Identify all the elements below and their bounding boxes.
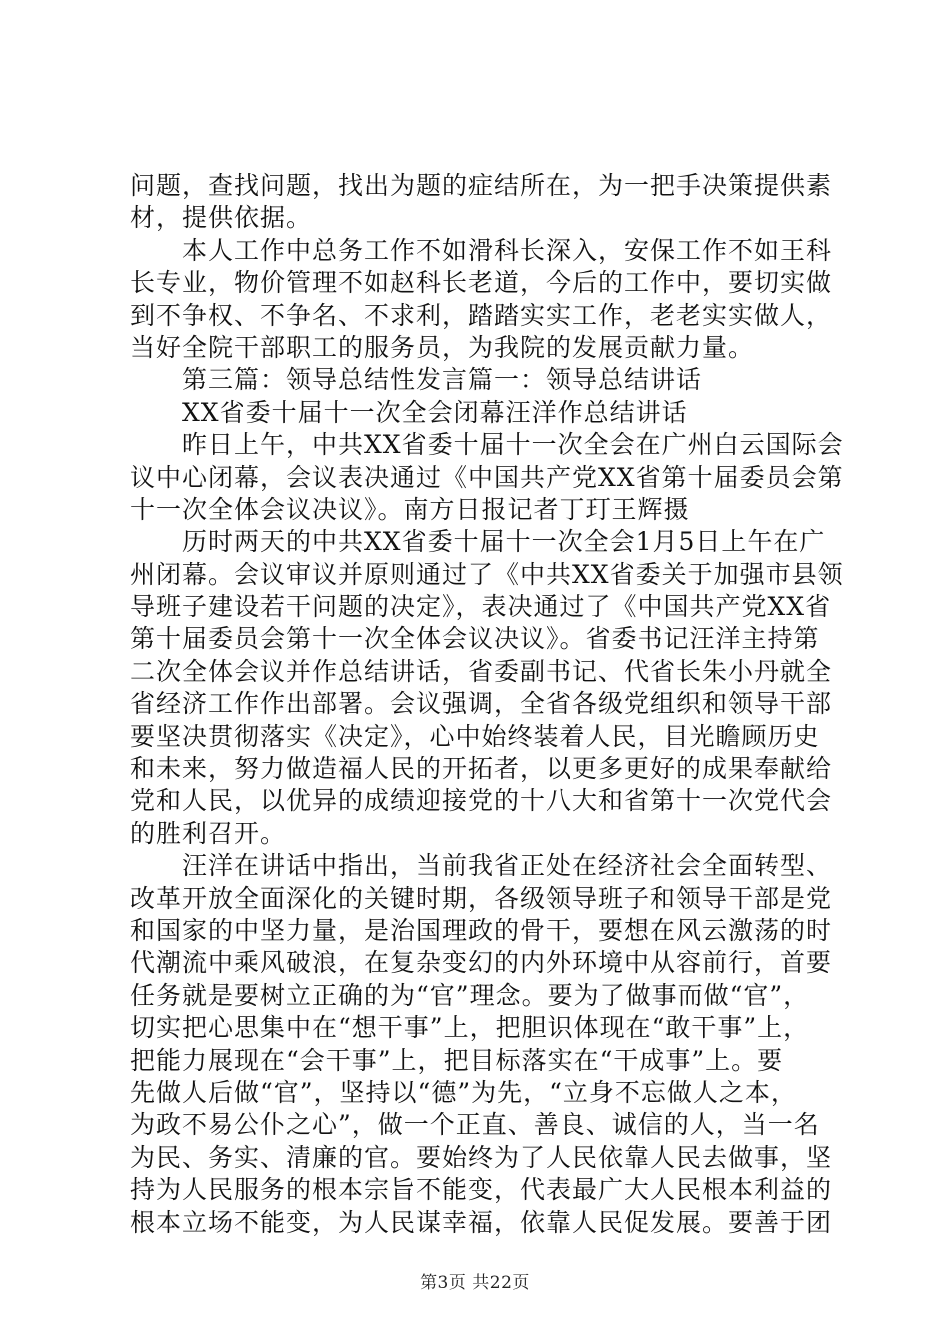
text-line: 第十届委员会第十一次全体会议决议》。省委书记汪洋主持第 — [130, 624, 820, 654]
text-line: 二次全体会议并作总结讲话，省委副书记、代省长朱小丹就全 — [130, 656, 833, 686]
article-title: XX省委十届十一次全会闭幕汪洋作总结讲话 — [182, 397, 688, 427]
text-line: 要坚决贯彻落实《决定》，心中始终装着人民，目光瞻顾历史 — [130, 721, 820, 751]
text-line: 根本立场不能变，为人民谋幸福，依靠人民促发展。要善于团 — [130, 1207, 833, 1237]
text-line: 切实把心思集中在“想干事”上，把胆识体现在“敢干事”上， — [130, 1013, 810, 1043]
text-line: 和国家的中坚力量，是治国理政的骨干，要想在风云激荡的时 — [130, 915, 833, 945]
text-line: 党和人民，以优异的成绩迎接党的十八大和省第十一次党代会 — [130, 786, 833, 816]
text-line: 当好全院干部职工的服务员，为我院的发展贡献力量。 — [130, 332, 755, 362]
text-line: 省经济工作作出部署。会议强调，全省各级党组织和领导干部 — [130, 689, 833, 719]
text-line: 长专业，物价管理不如赵科长老道，今后的工作中，要切实做 — [130, 268, 833, 298]
text-line: 历时两天的中共XX省委十届十一次全会1月5日上午在广 — [182, 527, 826, 557]
text-line: 持为人民服务的根本宗旨不能变，代表最广大人民根本利益的 — [130, 1175, 833, 1205]
page-number: 第3页 共22页 — [420, 1273, 530, 1293]
body-text — [130, 170, 844, 1239]
text-line: 州闭幕。会议审议并原则通过了《中共XX省委关于加强市县领 — [130, 559, 844, 589]
section-heading: 第三篇：领导总结性发言篇一：领导总结讲话 — [182, 365, 703, 395]
text-line: 任务就是要树立正确的为“官”理念。要为了做事而做“官”， — [130, 980, 810, 1010]
text-line: 到不争权、不争名、不求利，踏踏实实工作，老老实实做人， — [130, 300, 833, 330]
text-line: 为政不易公仆之心”，做一个正直、善良、诚信的人，当一名 — [130, 1110, 820, 1140]
text-line: 议中心闭幕，会议表决通过《中国共产党XX省第十届委员会第 — [130, 462, 844, 492]
text-line: 问题，查找问题，找出为题的症结所在，为一把手决策提供素 — [130, 171, 833, 200]
text-line: 改革开放全面深化的关键时期，各级领导班子和领导干部是党 — [130, 883, 833, 913]
text-line: 材，提供依据。 — [130, 203, 313, 233]
text-line: 昨日上午，中共XX省委十届十一次全会在广州白云国际会 — [182, 430, 844, 460]
text-line: 导班子建设若干问题的决定》，表决通过了《中国共产党XX省 — [130, 592, 832, 622]
text-line: 把能力展现在“会干事”上，把目标落实在“干成事”上。要 — [130, 1045, 784, 1075]
text-line: 十一次全体会议决议》。南方日报记者丁玎王辉摄 — [130, 494, 690, 524]
text-line: 汪洋在讲话中指出，当前我省正处在经济社会全面转型、 — [182, 851, 833, 881]
text-line: 本人工作中总务工作不如滑科长深入，安保工作不如王科 — [182, 235, 833, 265]
page-footer — [0, 1272, 950, 1294]
text-line: 和未来，努力做造福人民的开拓者，以更多更好的成果奉献给 — [130, 754, 833, 784]
text-line: 为民、务实、清廉的官。要始终为了人民依靠人民去做事，坚 — [130, 1142, 833, 1172]
text-line: 的胜利召开。 — [130, 818, 287, 848]
text-line: 代潮流中乘风破浪，在复杂变幻的内外环境中从容前行，首要 — [130, 948, 833, 978]
text-line: 先做人后做“官”，坚持以“德”为先，“立身不忘做人之本， — [130, 1077, 797, 1107]
